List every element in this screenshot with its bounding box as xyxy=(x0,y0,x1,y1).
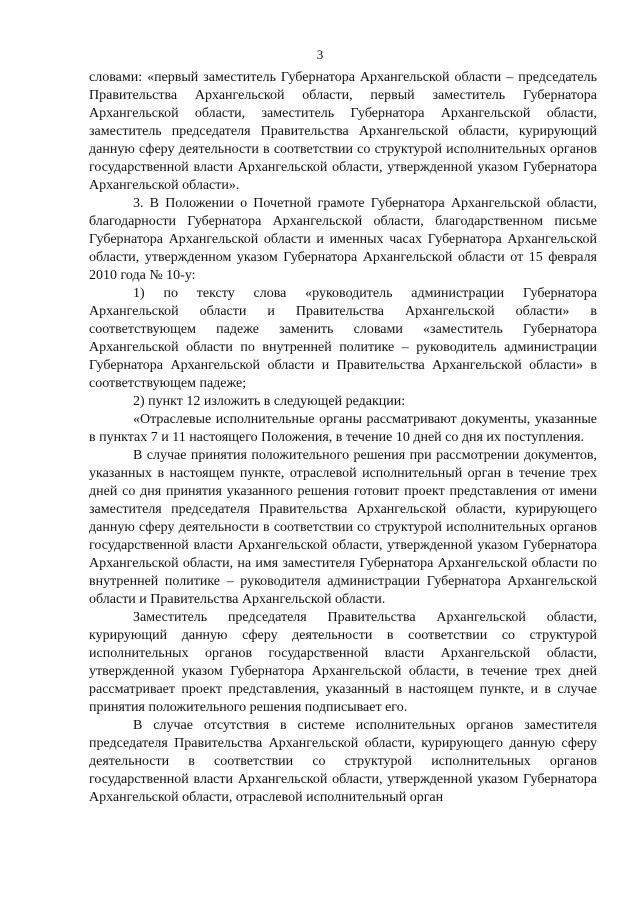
paragraph-item-3: 3. В Положении о Почетной грамоте Губернатора Архангельской области, благодарности Губернатора Архангельской области, благодарственном письме Губернатора Архангельской области и именных часах Губернатора Архангельской области, утвержденном указом Губернатора Архангельской области от 15 февраля 2010 года № 10-у: xyxy=(89,196,597,283)
paragraph-absence-case: В случае отсутствия в системе исполнительных органов заместителя председателя Правительства Архангельской области, курирующего данную сферу деятельности в соответствии со структурой исполнительных органов государственной власти Архангельской области, утвержденной указом Губернатора Архангельской области, отраслевой исполнительный орган xyxy=(89,718,597,805)
paragraph-subitem-1: 1) по тексту слова «руководитель администрации Губернатора Архангельской области и Правительства Архангельской области» в соответствующем падеже заменить словами «заместитель Губернатора Архангельской области по внутренней политике – руководитель администрации Губернатора Архангельской области и Правительства Архангельской области» в соответствующем падеже; xyxy=(89,286,597,391)
document-body xyxy=(89,69,597,807)
paragraph-quote-start: «Отраслевые исполнительные органы рассматривают документы, указанные в пунктах 7 и 11 настоящего Положения, в течение 10 дней со дня их поступления. xyxy=(89,412,597,445)
paragraph-positive-decision: В случае принятия положительного решения при рассмотрении документов, указанных в настоящем пункте, отраслевой исполнительный орган в течение трех дней со дня принятия указанного решения готовит проект представления от имени заместителя председателя Правительства Архангельской области, курирующего данную сферу деятельности в соответствии со структурой исполнительных органов государственной власти Архангельской области, утвержденной указом Губернатора Архангельской области, на имя заместителя Губернатора Архангельской области по внутренней политике – руководителя администрации Губернатора Архангельской области и Правительства Архангельской области. xyxy=(89,448,597,607)
paragraph-continuation: словами: «первый заместитель Губернатора Архангельской области – председатель Правительства Архангельской области, первый заместитель Губернатора Архангельской области, заместитель Губернатора Архангельской области, заместитель председателя Правительства Архангельской области, курирующий данную сферу деятельности в соответствии со структурой исполнительных органов государственной власти Архангельской области, утвержденной указом Губернатора Архангельской области». xyxy=(89,70,597,193)
paragraph-subitem-2: 2) пункт 12 изложить в следующей редакции: xyxy=(133,394,406,409)
paragraph-deputy-chairman: Заместитель председателя Правительства Архангельской области, курирующий данную сферу деятельности в соответствии со структурой исполнительных органов государственной власти Архангельской области, утвержденной указом Губернатора Архангельской области, в течение трех дней рассматривает проект представления, указанный в настоящем пункте, и в случае принятия положительного решения подписывает его. xyxy=(89,610,597,715)
page-number: 3 xyxy=(316,47,324,62)
